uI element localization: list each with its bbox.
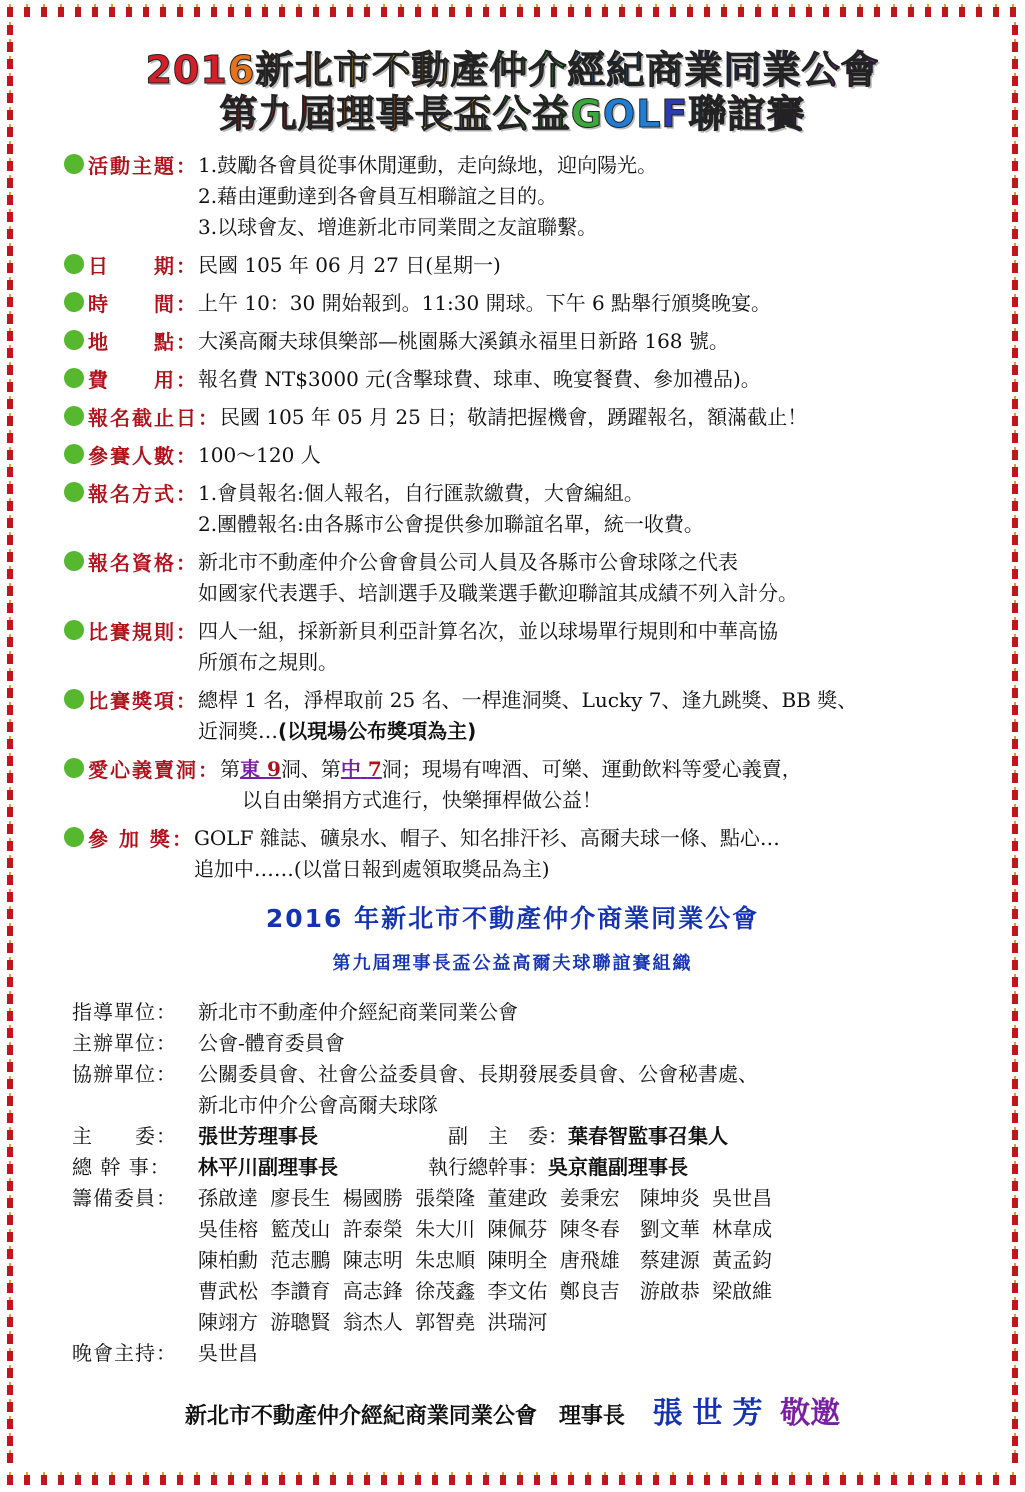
charity-hole-1: 東 9 [240, 756, 281, 781]
detail-label: 報名截止日 [88, 405, 198, 430]
detail-line: GOLF 雜誌、礦泉水、帽子、知名排汗衫、高爾夫球一條、點心… [193, 825, 780, 850]
detail-label: 時 間 [88, 291, 176, 316]
detail-line: 2.藉由運動達到各會員互相聯誼之目的。 [198, 183, 558, 208]
detail-line: 所頒布之規則。 [198, 649, 338, 674]
green-bullet-icon [64, 406, 84, 426]
green-bullet-icon [64, 254, 84, 274]
charity-hole-2: 中 7 [340, 756, 382, 781]
detail-label: 費 用 [88, 367, 176, 392]
detail-line-emphasis: (以現場公布獎項為主) [278, 718, 477, 743]
detail-line: 追加中……(以當日報到處領取獎品為主) [193, 856, 550, 881]
green-bullet-icon [64, 689, 84, 709]
green-bullet-icon [64, 827, 84, 847]
green-bullet-icon [64, 292, 84, 312]
detail-line: 總桿 1 名，淨桿取前 25 名、一桿進洞獎、Lucky 7、逢九跳獎、BB 獎、 [198, 687, 858, 712]
detail-line: 2.團體報名:由各縣市公會提供參加聯誼名單，統一收費。 [198, 511, 704, 536]
org-row-general-secretary: 總 幹 事： 林平川副理事長 執行總幹事：吳京龍副理事長 [72, 1154, 688, 1179]
organization-title: 2016 年新北市不動產仲介商業同業公會 [265, 903, 760, 933]
title-line-2: 第九屆理事長盃公益GOLF聯誼賽 [219, 91, 806, 136]
organization-list [72, 997, 985, 1369]
detail-line: 報名費 NT$3000 元(含擊球費、球車、晚宴餐費、參加禮品)。 [198, 366, 761, 391]
detail-text: 第 [220, 756, 240, 781]
green-bullet-icon [64, 444, 84, 464]
signature-org: 新北市不動產仲介經紀商業同業公會 理事長 [184, 1404, 625, 1429]
detail-line: 新北市不動產仲介公會會員公司人員及各縣市公會球隊之代表 [198, 549, 738, 574]
green-bullet-icon [64, 551, 84, 571]
detail-item: 日 期 ： 民國 105 年 06 月 27 日(星期一) [40, 250, 985, 281]
signature-name: 張世芳 [652, 1396, 773, 1431]
detail-label: 日 期 [88, 253, 176, 278]
detail-line: 1.鼓勵各會員從事休閒運動，走向綠地，迎向陽光。 [198, 152, 658, 177]
org-row-guide: 指導單位： 新北市不動產仲介經紀商業同業公會 [72, 999, 518, 1024]
detail-line: 如國家代表選手、培訓選手及職業選手歡迎聯誼其成績不列入計分。 [198, 580, 798, 605]
detail-text: 洞、第 [280, 756, 341, 781]
detail-label: 報名方式 [88, 481, 176, 506]
org-row-co-organizers: 協辦單位： 公關委員會、社會公益委員會、長期發展委員會、公會秘書處、 新北市仲介公會高爾夫球隊 [72, 1061, 758, 1117]
org-row-host: 主辦單位： 公會-體育委員會 [72, 1030, 345, 1055]
detail-line: 以自由樂捐方式進行，快樂揮桿做公益！ [242, 787, 602, 812]
detail-item: 地 點 ： 大溪高爾夫球俱樂部—桃園縣大溪鎮永福里日新路 168 號。 [40, 326, 985, 357]
detail-item: 比賽規則 ： 四人一組，採新新貝利亞計算名次，並以球場單行規則和中華高協 所頒布之規則。 [40, 616, 985, 678]
detail-line: 大溪高爾夫球俱樂部—桃園縣大溪鎮永福里日新路 168 號。 [198, 328, 729, 353]
organization-subtitle: 第九屆理事長盃公益高爾夫球聯誼賽組織 [332, 952, 693, 974]
detail-item-prize: 參 加 獎 ： GOLF 雜誌、礦泉水、帽子、知名排汗衫、高爾夫球一條、點心… 追加中……(以當日報到處領取獎品為主) [40, 823, 985, 885]
detail-line: 100～120 人 [198, 442, 321, 467]
signature-honor: 敬邀 [780, 1396, 841, 1431]
detail-line: 3.以球會友、增進新北市同業間之友誼聯繫。 [198, 214, 598, 239]
detail-line: 近洞獎… [198, 718, 278, 743]
detail-line: 四人一組，採新新貝利亞計算名次，並以球場單行規則和中華高協 [198, 618, 778, 643]
detail-item: 報名方式 ： 1.會員報名:個人報名，自行匯款繳費，大會編組。 2.團體報名:由各縣市公會提供參加聯誼名單，統一收費。 [40, 478, 985, 540]
detail-label: 比賽獎項 [88, 688, 176, 713]
detail-line: 1.會員報名:個人報名，自行匯款繳費，大會編組。 [198, 480, 644, 505]
detail-label: 參 加 獎 [88, 826, 172, 851]
green-bullet-icon [64, 482, 84, 502]
event-details [40, 150, 985, 885]
org-row-chair: 主 委： 張世芳理事長 副 主 委：葉春智監事召集人 [72, 1123, 728, 1148]
detail-line: 民國 105 年 06 月 27 日(星期一) [198, 252, 501, 277]
title-line-1: 2016新北市不動產仲介經紀商業同業公會 [145, 48, 880, 92]
detail-text: 洞；現場有啤酒、可樂、運動飲料等愛心義賣， [381, 756, 802, 781]
org-row-mc: 晚會主持： 吳世昌 [72, 1340, 258, 1365]
detail-item-awards: 比賽獎項 ： 總桿 1 名，淨桿取前 25 名、一桿進洞獎、Lucky 7、逢九跳獎、BB 獎、 近洞獎…(以現場公布獎項為主) [40, 685, 985, 747]
detail-item: 活動主題 ： 1.鼓勵各會員從事休閒運動，走向綠地，迎向陽光。 2.藉由運動達到各會員互相聯誼之目的。 3.以球會友、增進新北市同業間之友誼聯繫。 [40, 150, 985, 243]
detail-label: 參賽人數 [88, 443, 176, 468]
flyer [40, 30, 985, 1460]
green-bullet-icon [64, 154, 84, 174]
green-bullet-icon [64, 330, 84, 350]
detail-item: 時 間 ： 上午 10：30 開始報到。11:30 開球。下午 6 點舉行頒獎晚宴。 [40, 288, 985, 319]
signature [40, 1388, 985, 1432]
green-bullet-icon [64, 368, 84, 388]
detail-label: 地 點 [88, 329, 176, 354]
detail-label: 愛心義賣洞 [88, 757, 198, 782]
detail-item: 報名資格 ： 新北市不動產仲介公會會員公司人員及各縣市公會球隊之代表 如國家代表選手、培訓選手及職業選手歡迎聯誼其成績不列入計分。 [40, 547, 985, 609]
org-row-preparatory-committee: 籌備委員： 孫啟達 廖長生 楊國勝 張榮隆 董建政 姜秉宏 陳坤炎 吳世昌 吳佳榕 籃茂山 許泰榮 朱大川 陳佩芬 陳冬春 劉文華 林韋成 陳柏勳 范志鵬 陳志明 朱忠順 陳明全 唐飛雄 蔡建源 黃孟鈞 曹武松 李讚育 高志鋒 徐茂鑫 李文佑 鄭良吉 游啟恭 梁啟維 陳翊方 游聰賢 翁杰人 郭智堯 洪瑞河 [72, 1185, 773, 1334]
detail-label: 活動主題 [88, 153, 176, 178]
detail-item: 費 用 ： 報名費 NT$3000 元(含擊球費、球車、晚宴餐費、參加禮品)。 [40, 364, 985, 395]
green-bullet-icon [64, 620, 84, 640]
detail-item-charity: 愛心義賣洞 ： 第東 9洞、第中 7洞；現場有啤酒、可樂、運動飲料等愛心義賣， 以自由樂捐方式進行，快樂揮桿做公益！ [40, 754, 985, 816]
green-bullet-icon [64, 758, 84, 778]
detail-item: 參賽人數 ： 100～120 人 [40, 440, 985, 471]
detail-line: 上午 10：30 開始報到。11:30 開球。下午 6 點舉行頒獎晚宴。 [198, 290, 772, 315]
detail-item: 報名截止日 ： 民國 105 年 05 月 25 日；敬請把握機會，踴躍報名，額滿截止！ [40, 402, 985, 433]
detail-label: 報名資格 [88, 550, 176, 575]
detail-line: 民國 105 年 05 月 25 日；敬請把握機會，踴躍報名，額滿截止！ [220, 404, 808, 429]
detail-label: 比賽規則 [88, 619, 176, 644]
